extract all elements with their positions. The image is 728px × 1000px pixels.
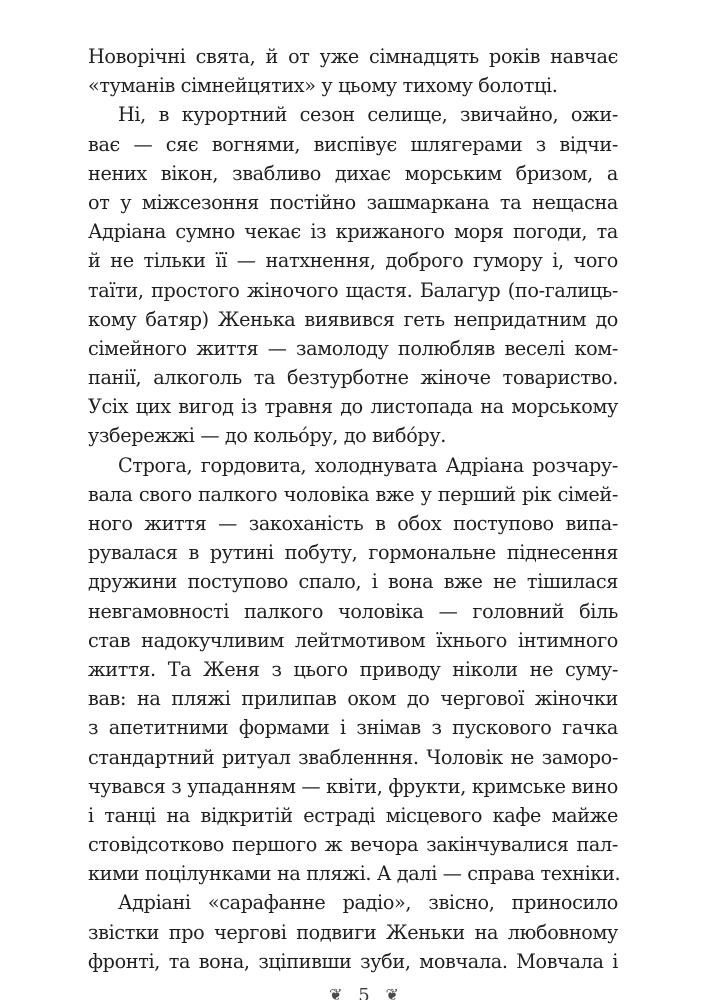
- body-text: [88, 42, 621, 976]
- text-line: Усіх цих вигод із травня до листопада на морському: [88, 395, 618, 419]
- text-line: вав: на пляжі прилипав оком до чергової жіночки: [88, 687, 618, 711]
- text-line: рувалася в рутині побуту, гормональне піднесення: [88, 541, 618, 565]
- text-line: стандартний ритуал звабленння. Чоловік не заморо-: [88, 745, 618, 769]
- text-line: кому батяр) Женька виявився геть непридатним до: [88, 307, 618, 331]
- ornament-left-icon: ❦: [329, 985, 343, 1000]
- text-line: став надокучливим лейтмотивом їхнього інтимного: [88, 628, 618, 652]
- text-line: Адріані «сарафанне радіо», звісно, приносило: [118, 891, 618, 915]
- text-line: і танці на відкритій естраді місцевого кафе майже: [88, 803, 618, 827]
- text-line: життя. Та Женя з цього приводу ніколи не суму-: [88, 657, 618, 681]
- text-line: ного життя — закоханість в обох поступово випа-: [88, 512, 618, 535]
- text-line: з апетитними формами і знімав з пускового гачка: [88, 716, 618, 740]
- ornament-right-icon: ❦: [385, 985, 399, 1000]
- text-line: ває — сяє вогнями, виспівує шлягерами з відчи-: [88, 132, 618, 156]
- text-line: Новорічні свята, й от уже сімнадцять років навчає: [88, 45, 618, 68]
- text-line: невгамовності палкого чоловіка — головний біль: [88, 599, 618, 623]
- text-line: Адріана сумно чекає із крижаного моря погоди, та: [88, 220, 618, 244]
- text-line: сімейного життя — замолоду полюбляв веселі ком-: [88, 336, 618, 360]
- page-number: 5: [358, 985, 370, 1000]
- text-line: «туманів сімнейцятих» у цьому тихому болотці.: [88, 74, 558, 98]
- text-line: кими поцілунками на пляжі. А далі — справа техніки.: [88, 862, 621, 886]
- text-line: таїти, простого жіночого щастя. Балагур (по-галиць-: [88, 278, 618, 302]
- text-line: дружини поступово спало, і вона вже не тішилася: [88, 570, 618, 594]
- text-line: нених вікон, звабливо дихає морським бризом, а: [88, 161, 618, 185]
- text-line: панії, алкоголь та безтурботне жіноче товариство.: [88, 366, 618, 390]
- text-line: от у міжсезоння постійно зашмаркана та нещасна: [88, 190, 618, 214]
- text-line: стовідсотково першого ж вечора закінчувалися пал-: [88, 833, 618, 857]
- text-line: й не тільки її — натхнення, доброго гумору і, чого: [88, 249, 618, 273]
- text-line: вала свого палкого чоловіка вже у перший рік сімей-: [88, 482, 618, 506]
- text-line: Ні, в курортний сезон селище, звичайно, ожи-: [118, 103, 618, 127]
- text-line: фронті, та вона, зціпивши зуби, мовчала. Мовчала і: [88, 949, 618, 973]
- page-footer: [0, 985, 728, 1000]
- text-line: звістки про чергові подвиги Женьки на любовному: [88, 920, 618, 944]
- text-line: чувався з упаданням — квіти, фрукти, кримське вино: [88, 774, 618, 798]
- text-line: узбережжі — до кольо́ру, до вибо́ру.: [88, 424, 447, 448]
- text-line: Строга, гордовита, холоднувата Адріана розчару-: [118, 453, 618, 477]
